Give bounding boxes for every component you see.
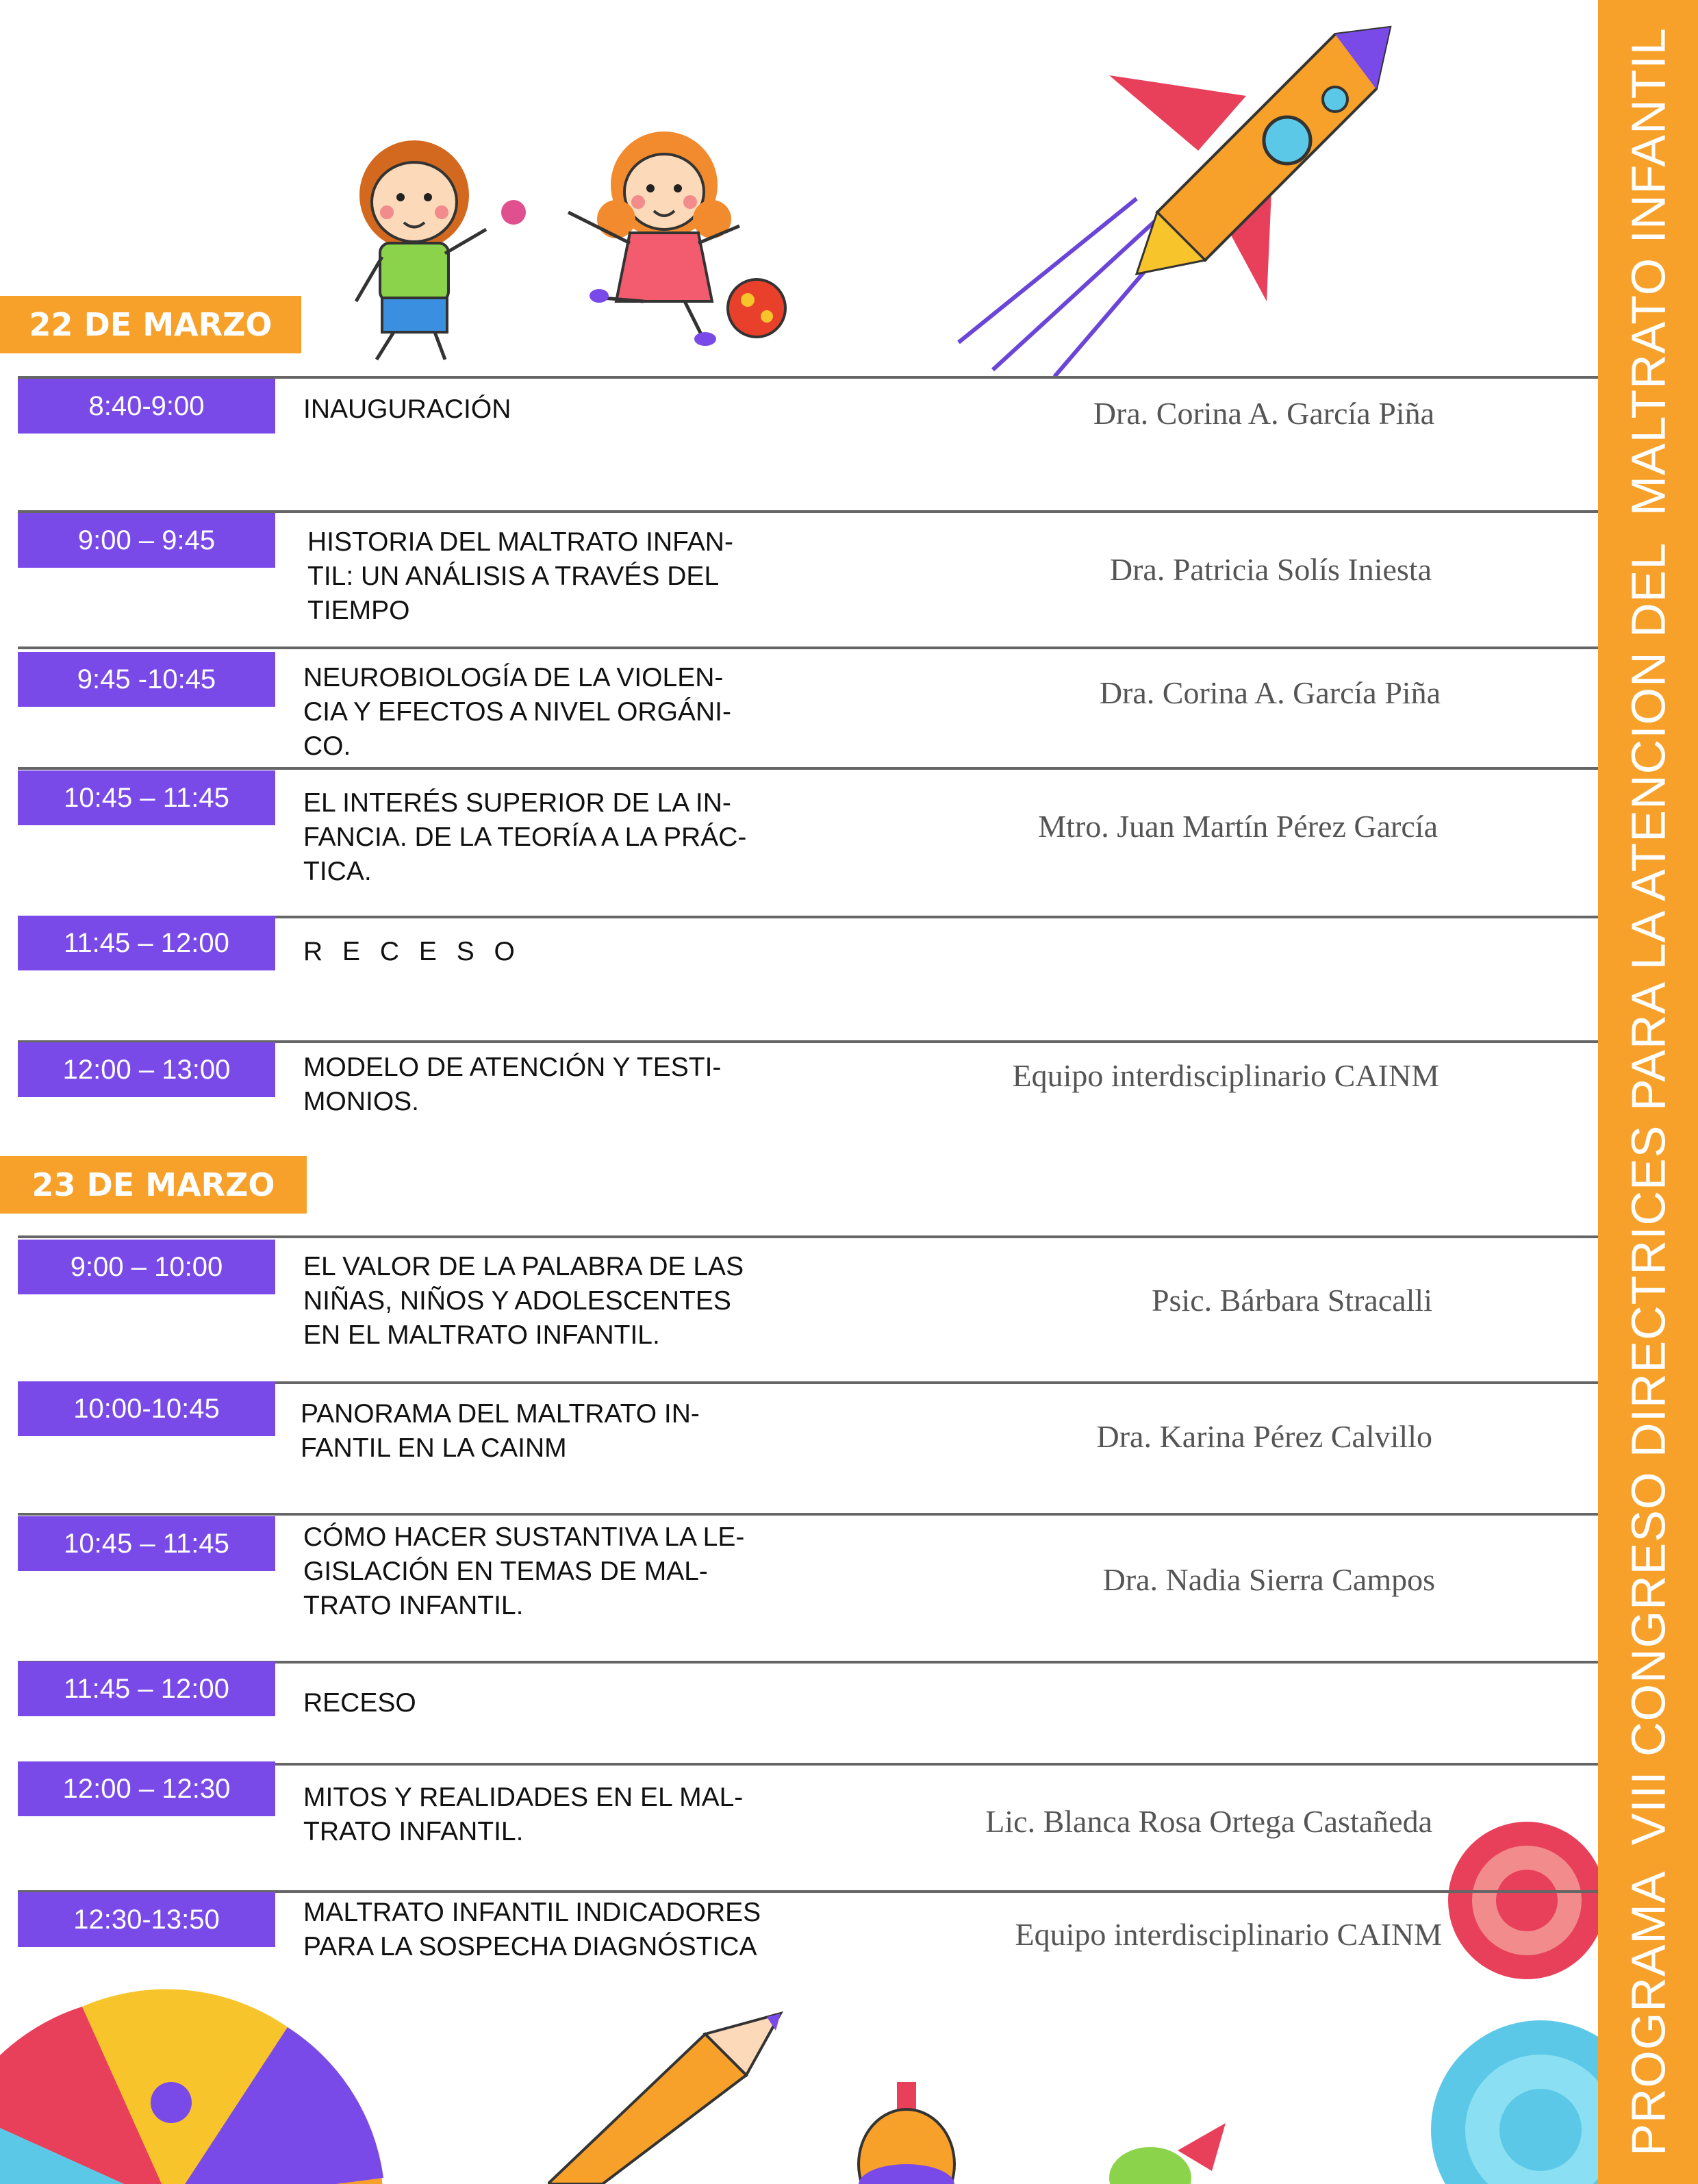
divider bbox=[18, 1513, 1598, 1516]
pencil-illustration bbox=[548, 2007, 794, 2184]
rocket-illustration bbox=[952, 14, 1404, 384]
day-tab-22-marzo: 22 DE MARZO bbox=[0, 296, 301, 353]
talk-title: RECESO bbox=[303, 1688, 416, 1718]
divider bbox=[18, 767, 1598, 770]
time-slot: 9:00 – 9:45 bbox=[18, 513, 275, 568]
candy-illustration bbox=[856, 2082, 1239, 2184]
lollipop-illustration bbox=[1397, 1808, 1598, 2184]
program-title: PROGRAMA VIII CONGRESO DIRECTRICES PARA LA ATENCION DEL MALTRATO INFANTIL bbox=[1621, 27, 1675, 2156]
speaker-name: Equipo interdisciplinario CAINM bbox=[1012, 1058, 1439, 1093]
talk-title: MALTRATO INFANTIL INDICADORES PARA LA SOSPECHA DIAGNÓSTICA bbox=[303, 1898, 761, 1961]
speaker-name: Dra. Patricia Solís Iniesta bbox=[1109, 552, 1432, 587]
talk-title: MITOS Y REALIDADES EN EL MAL- TRATO INFANTIL. bbox=[303, 1783, 744, 1846]
talk-title: INAUGURACIÓN bbox=[303, 394, 511, 424]
time-slot: 10:45 – 11:45 bbox=[18, 1516, 275, 1571]
time-slot: 11:45 – 12:00 bbox=[18, 1661, 275, 1716]
time-slot: 10:45 – 11:45 bbox=[18, 770, 275, 825]
time-slot: 8:40-9:00 bbox=[18, 379, 275, 434]
talk-title: EL VALOR DE LA PALABRA DE LAS NIÑAS, NIÑOS Y ADOLESCENTES EN EL MALTRATO INFANTIL. bbox=[303, 1252, 744, 1350]
time-slot: 11:45 – 12:00 bbox=[18, 916, 275, 970]
talk-title: R E C E S O bbox=[303, 937, 521, 966]
day-tab-23-marzo: 23 DE MARZO bbox=[0, 1156, 307, 1214]
speaker-name: Dra. Nadia Sierra Campos bbox=[1102, 1562, 1435, 1597]
talk-title: MODELO DE ATENCIÓN Y TESTI- MONIOS. bbox=[303, 1053, 722, 1116]
time-slot: 12:00 – 13:00 bbox=[18, 1042, 275, 1097]
kids-illustration bbox=[329, 116, 794, 370]
time-slot: 12:00 – 12:30 bbox=[18, 1761, 275, 1816]
time-slot: 9:00 – 10:00 bbox=[18, 1240, 275, 1294]
speaker-name: Lic. Blanca Rosa Ortega Castañeda bbox=[985, 1804, 1432, 1839]
talk-title: HISTORIA DEL MALTRATO INFAN- TIL: UN ANÁLISIS A TRAVÉS DEL TIEMPO bbox=[307, 527, 733, 625]
divider bbox=[18, 1235, 1598, 1238]
beach-ball-illustration bbox=[0, 1972, 383, 2184]
talk-title: EL INTERÉS SUPERIOR DE LA IN- FANCIA. DE LA TEORÍA A LA PRÁC- TICA. bbox=[303, 788, 747, 886]
speaker-name: Equipo interdisciplinario CAINM bbox=[1015, 1917, 1442, 1952]
speaker-name: Dra. Karina Pérez Calvillo bbox=[1096, 1419, 1432, 1454]
speaker-name: Dra. Corina A. García Piña bbox=[1093, 396, 1434, 431]
talk-title: CÓMO HACER SUSTANTIVA LA LE- GISLACIÓN EN TEMAS DE MAL- TRATO INFANTIL. bbox=[303, 1522, 745, 1620]
talk-title: PANORAMA DEL MALTRATO IN- FANTIL EN LA CAINM bbox=[301, 1399, 700, 1463]
speaker-name: Psic. Bárbara Stracalli bbox=[1151, 1283, 1432, 1318]
talk-title: NEUROBIOLOGÍA DE LA VIOLEN- CIA Y EFECTOS A NIVEL ORGÁNI- CO. bbox=[303, 663, 731, 761]
divider bbox=[18, 647, 1598, 649]
time-slot: 9:45 -10:45 bbox=[18, 652, 275, 707]
time-slot: 10:00-10:45 bbox=[18, 1381, 275, 1436]
speaker-name: Dra. Corina A. García Piña bbox=[1099, 675, 1441, 710]
speaker-name: Mtro. Juan Martín Pérez García bbox=[1038, 809, 1438, 844]
time-slot: 12:30-13:50 bbox=[18, 1892, 275, 1947]
